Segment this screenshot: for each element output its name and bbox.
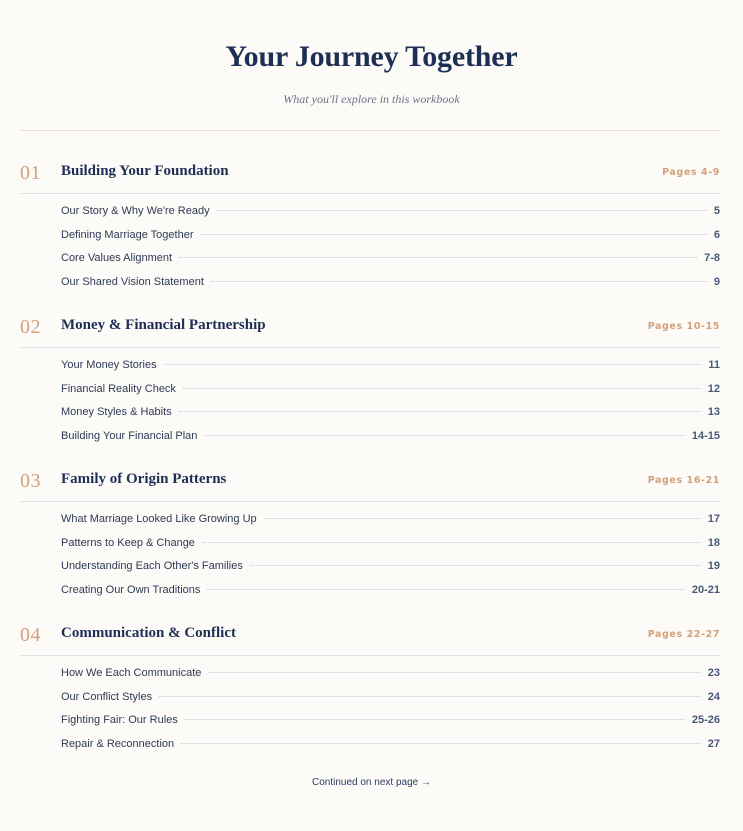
entry-label: Patterns to Keep & Change bbox=[61, 536, 195, 549]
dot-leader bbox=[211, 281, 707, 282]
dot-leader bbox=[202, 542, 701, 543]
entry-page: 17 bbox=[707, 513, 720, 525]
entry-page: 6 bbox=[713, 228, 720, 241]
toc-section bbox=[20, 618, 720, 772]
toc-entry[interactable] bbox=[61, 667, 720, 691]
entry-label: Fighting Fair: Our Rules bbox=[61, 714, 178, 727]
toc-entry[interactable] bbox=[61, 276, 720, 300]
section-header bbox=[20, 310, 720, 348]
entry-label: Our Shared Vision Statement bbox=[61, 275, 204, 288]
section-header bbox=[20, 464, 720, 502]
entry-label: Understanding Each Other's Families bbox=[61, 560, 243, 573]
entry-page: 9 bbox=[713, 275, 720, 288]
toc-entry[interactable] bbox=[61, 513, 720, 537]
toc-entry[interactable] bbox=[61, 359, 720, 383]
toc-sections bbox=[20, 156, 720, 772]
entry-page: 5 bbox=[713, 205, 720, 217]
entry-label: Financial Reality Check bbox=[61, 382, 176, 395]
section-number: 03 bbox=[20, 470, 41, 492]
dot-leader bbox=[207, 589, 684, 590]
header-divider bbox=[20, 130, 720, 131]
entry-page: 24 bbox=[707, 690, 720, 703]
toc-entry[interactable] bbox=[61, 584, 720, 608]
dot-leader bbox=[159, 696, 701, 697]
entry-label: Core Values Alignment bbox=[61, 252, 173, 265]
section-header bbox=[20, 156, 720, 194]
entry-label: Defining Marriage Together bbox=[61, 228, 194, 241]
section-title: Money & Financial Partnership bbox=[61, 317, 266, 333]
entry-page: 23 bbox=[707, 667, 720, 679]
entry-page: 12 bbox=[707, 382, 720, 395]
entry-page: 13 bbox=[707, 406, 720, 419]
dot-leader bbox=[208, 672, 700, 673]
section-entries bbox=[61, 194, 720, 299]
toc-entry[interactable] bbox=[61, 205, 720, 229]
dot-leader bbox=[200, 234, 706, 235]
toc-entry[interactable] bbox=[61, 229, 720, 253]
toc-entry[interactable] bbox=[61, 537, 720, 561]
dot-leader bbox=[179, 257, 697, 258]
dot-leader bbox=[181, 743, 701, 744]
entry-page: 11 bbox=[708, 359, 720, 371]
section-page-range: Pages 22-27 bbox=[647, 629, 720, 640]
section-title: Communication & Conflict bbox=[61, 625, 236, 641]
entry-label: Building Your Financial Plan bbox=[61, 429, 198, 442]
entry-label: Your Money Stories bbox=[61, 359, 157, 371]
section-page-range: Pages 16-21 bbox=[647, 475, 720, 486]
dot-leader bbox=[185, 719, 685, 720]
entry-label: What Marriage Looked Like Growing Up bbox=[61, 513, 257, 525]
entry-page: 27 bbox=[707, 737, 720, 750]
section-entries bbox=[61, 502, 720, 607]
dot-leader bbox=[264, 518, 701, 519]
toc-entry[interactable] bbox=[61, 406, 720, 430]
toc-entry[interactable] bbox=[61, 383, 720, 407]
entry-page: 14-15 bbox=[691, 429, 720, 442]
dot-leader bbox=[164, 364, 702, 365]
entry-label: Our Story & Why We're Ready bbox=[61, 205, 210, 217]
toc-entry[interactable] bbox=[61, 738, 720, 762]
page-title: Your Journey Together bbox=[225, 40, 518, 73]
dot-leader bbox=[204, 435, 684, 436]
toc-entry[interactable] bbox=[61, 714, 720, 738]
entry-page: 7-8 bbox=[704, 252, 720, 265]
entry-label: Our Conflict Styles bbox=[61, 690, 153, 703]
toc-section bbox=[20, 310, 720, 464]
section-number: 01 bbox=[20, 162, 41, 184]
section-title: Building Your Foundation bbox=[61, 163, 229, 179]
toc-section bbox=[20, 464, 720, 618]
toc-entry[interactable] bbox=[61, 691, 720, 715]
section-entries bbox=[61, 348, 720, 453]
section-page-range: Pages 4-9 bbox=[662, 167, 720, 178]
entry-page: 25-26 bbox=[691, 714, 720, 727]
dot-leader bbox=[179, 411, 701, 412]
entry-label: Repair & Reconnection bbox=[61, 737, 175, 750]
section-entries bbox=[61, 656, 720, 761]
entry-label: Money Styles & Habits bbox=[61, 406, 172, 419]
dot-leader bbox=[183, 388, 701, 389]
entry-page: 19 bbox=[707, 560, 720, 573]
page-subtitle: What you'll explore in this workbook bbox=[283, 92, 460, 106]
entry-page: 18 bbox=[707, 536, 720, 549]
entry-label: How We Each Communicate bbox=[61, 667, 202, 679]
dot-leader bbox=[217, 210, 707, 211]
continued-link[interactable]: Continued on next page → bbox=[312, 777, 431, 788]
toc-entry[interactable] bbox=[61, 560, 720, 584]
toc-entry[interactable] bbox=[61, 252, 720, 276]
entry-page: 20-21 bbox=[691, 583, 720, 596]
entry-label: Creating Our Own Traditions bbox=[61, 583, 201, 596]
section-number: 04 bbox=[20, 624, 41, 646]
section-number: 02 bbox=[20, 316, 41, 338]
section-header bbox=[20, 618, 720, 656]
dot-leader bbox=[250, 565, 701, 566]
toc-entry[interactable] bbox=[61, 430, 720, 454]
section-title: Family of Origin Patterns bbox=[61, 471, 227, 487]
toc-section bbox=[20, 156, 720, 310]
section-page-range: Pages 10-15 bbox=[647, 321, 720, 332]
